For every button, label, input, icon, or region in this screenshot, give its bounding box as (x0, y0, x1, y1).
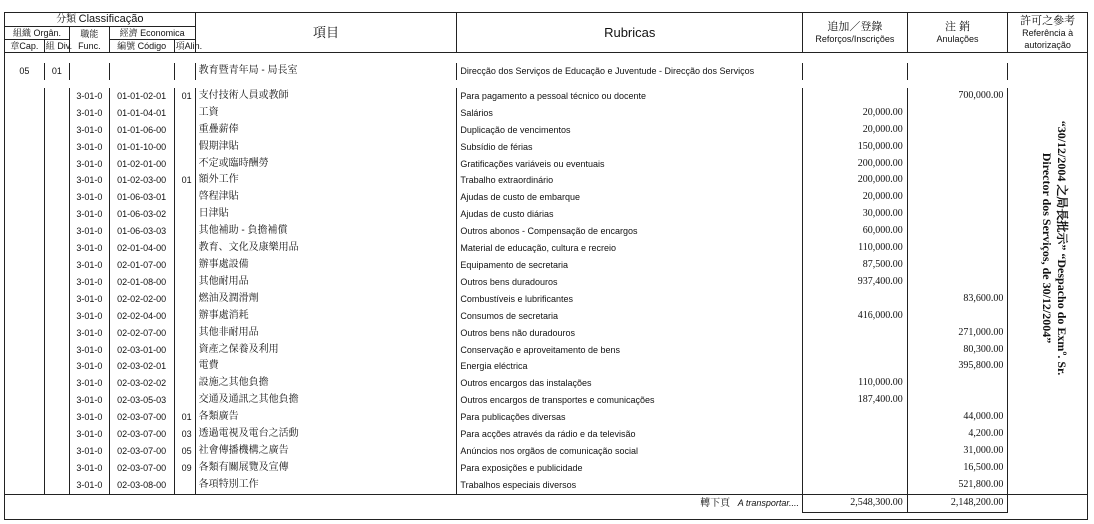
rubrica-cn-cell: 工資 (195, 105, 457, 122)
rubrica-cn-header: 項目 (195, 13, 457, 53)
rubrica-cn-cell: 教育、文化及康樂用品 (195, 240, 457, 257)
table-row (5, 257, 1088, 274)
reforcos-cell: 30,000.00 (803, 206, 908, 223)
rubrica-pt-cell: Conservação e aproveitamento de bens (457, 342, 803, 359)
alin-cell (174, 257, 195, 274)
rubrica-pt-cell: Equipamento de secretaria (457, 257, 803, 274)
alin-cell (174, 375, 195, 392)
table-row (5, 189, 1088, 206)
func-cell: 3-01-0 (69, 172, 109, 189)
code-cell: 01-06-03-02 (109, 206, 174, 223)
section-cap: 05 (5, 63, 45, 80)
func-cell: 3-01-0 (69, 342, 109, 359)
reforcos-cell: 60,000.00 (803, 223, 908, 240)
func-cell: 3-01-0 (69, 375, 109, 392)
referencia-cell (1008, 460, 1088, 477)
code-cell: 02-01-08-00 (109, 274, 174, 291)
code-cell: 01-06-03-03 (109, 223, 174, 240)
alin-cell (174, 156, 195, 173)
cap-cell (5, 358, 45, 375)
div-cell (44, 460, 69, 477)
alin-cell (174, 189, 195, 206)
div-cell (44, 122, 69, 139)
alin-cell (174, 477, 195, 494)
anulacoes-cell: 521,800.00 (907, 477, 1008, 494)
table-row (5, 206, 1088, 223)
alin-cell (174, 392, 195, 409)
table-row (5, 291, 1088, 308)
rubrica-cn-cell: 其他非耐用品 (195, 325, 457, 342)
table-row (5, 443, 1088, 460)
rubrica-pt-cell: Para pagamento a pessoal técnico ou docente (457, 88, 803, 105)
div-cell (44, 156, 69, 173)
anulacoes-cell: 80,300.00 (907, 342, 1008, 359)
table-row (5, 460, 1088, 477)
rubrica-pt-cell: Salários (457, 105, 803, 122)
table-row (5, 477, 1088, 494)
cap-cell (5, 477, 45, 494)
reforcos-cell: 110,000.00 (803, 240, 908, 257)
reforcos-cell: 20,000.00 (803, 189, 908, 206)
div-cell (44, 291, 69, 308)
func-cell: 3-01-0 (69, 240, 109, 257)
func-cell: 3-01-0 (69, 274, 109, 291)
reforcos-cell (803, 460, 908, 477)
div-cell (44, 223, 69, 240)
table-row (5, 426, 1088, 443)
anulacoes-cell (907, 375, 1008, 392)
rubrica-pt-cell: Outros abonos - Compensação de encargos (457, 223, 803, 240)
reforcos-cell: 200,000.00 (803, 156, 908, 173)
anulacoes-cell (907, 122, 1008, 139)
anulacoes-cell: 44,000.00 (907, 409, 1008, 426)
anulacoes-header (907, 13, 1008, 53)
reforcos-cn: 追加／登錄 (827, 20, 883, 33)
authorization-box (1022, 98, 1086, 398)
alin-cell (174, 240, 195, 257)
code-cell: 02-03-07-00 (109, 409, 174, 426)
referencia-cn: 許可之參考 (1020, 14, 1076, 27)
rubrica-pt-cell: Outros bens duradouros (457, 274, 803, 291)
referencia-cell (1008, 443, 1088, 460)
rubrica-cn-cell: 辦事處設備 (195, 257, 457, 274)
rubrica-pt-cell: Trabalho extraordinário (457, 172, 803, 189)
alin-cell (174, 274, 195, 291)
totals-anulacoes: 2,148,200.00 (907, 494, 1008, 512)
code-cell: 01-01-02-01 (109, 88, 174, 105)
alin-cell (174, 308, 195, 325)
section-rubrica-cn: 教育暨青年局 - 局長室 (195, 63, 457, 80)
reforcos-cell (803, 443, 908, 460)
code-cell: 01-01-06-00 (109, 122, 174, 139)
totals-label (457, 494, 803, 512)
anulacoes-cell (907, 139, 1008, 156)
code-cell: 02-03-05-03 (109, 392, 174, 409)
anulacoes-cell: 271,000.00 (907, 325, 1008, 342)
func-cell: 3-01-0 (69, 477, 109, 494)
cap-cell (5, 274, 45, 291)
code-cell: 01-01-04-01 (109, 105, 174, 122)
func-cell: 3-01-0 (69, 325, 109, 342)
rubrica-pt-cell: Subsídio de férias (457, 139, 803, 156)
cap-cell (5, 223, 45, 240)
alin-cell: 05 (174, 443, 195, 460)
rubrica-cn-cell: 其他補助 - 負擔補償 (195, 223, 457, 240)
div-cell (44, 240, 69, 257)
cap-cell (5, 257, 45, 274)
code-cell: 01-01-10-00 (109, 139, 174, 156)
rubrica-cn-cell: 啓程津貼 (195, 189, 457, 206)
div-cell (44, 189, 69, 206)
anulacoes-cell: 31,000.00 (907, 443, 1008, 460)
alin-cell (174, 358, 195, 375)
rubrica-cn-cell: 重疊薪俸 (195, 122, 457, 139)
rubrica-pt-cell: Gratificações variáveis ou eventuais (457, 156, 803, 173)
cap-cell (5, 240, 45, 257)
alin-cell (174, 206, 195, 223)
rubrica-pt-cell: Para publicações diversas (457, 409, 803, 426)
rubrica-cn-cell: 交通及通訊之其他負擔 (195, 392, 457, 409)
anulacoes-cell (907, 206, 1008, 223)
func-cell: 3-01-0 (69, 189, 109, 206)
anulacoes-cell (907, 189, 1008, 206)
table-body (5, 53, 1088, 495)
func-cell: 3-01-0 (69, 291, 109, 308)
rubrica-cn-cell: 其他耐用品 (195, 274, 457, 291)
rubrica-pt-cell: Combustíveis e lubrificantes (457, 291, 803, 308)
rubrica-pt-cell: Energia eléctrica (457, 358, 803, 375)
table-row (5, 156, 1088, 173)
rubrica-cn-cell: 透過電視及電台之活動 (195, 426, 457, 443)
rubrica-pt-cell: Anúncios nos orgãos de comunicação social (457, 443, 803, 460)
rubrica-cn-cell: 燃油及潤滑劑 (195, 291, 457, 308)
table-row (5, 308, 1088, 325)
reforcos-cell: 200,000.00 (803, 172, 908, 189)
cap-cell (5, 291, 45, 308)
anulacoes-cell (907, 392, 1008, 409)
table-row (5, 358, 1088, 375)
anulacoes-cell: 700,000.00 (907, 88, 1008, 105)
reforcos-pt: Reforços/Inscrições (815, 33, 895, 44)
alin-header: 項Alin. (175, 41, 203, 51)
totals-label-pt: A transportar.... (737, 497, 800, 508)
code-cell: 02-01-07-00 (109, 257, 174, 274)
code-cell: 02-03-02-02 (109, 375, 174, 392)
rubrica-pt-cell: Outros encargos de transportes e comunicações (457, 392, 803, 409)
authorization-text: “30/12/2004 之局長批示” “Despacho do Exmº. Sr. Director dos Serviços, de 30/12/2004” (1040, 120, 1069, 376)
alin-cell (174, 122, 195, 139)
func-cell: 3-01-0 (69, 122, 109, 139)
alin-cell: 09 (174, 460, 195, 477)
table-row (5, 139, 1088, 156)
rubrica-pt-cell: Duplicação de vencimentos (457, 122, 803, 139)
rubrica-cn-cell: 各項特別工作 (195, 477, 457, 494)
div-cell (44, 392, 69, 409)
code-cell: 01-02-03-00 (109, 172, 174, 189)
func-cell: 3-01-0 (69, 88, 109, 105)
cap-cell (5, 206, 45, 223)
totals-row (5, 494, 1088, 512)
reforcos-cell (803, 358, 908, 375)
budget-table (4, 12, 1088, 520)
cap-cell (5, 443, 45, 460)
func-cell: 3-01-0 (69, 223, 109, 240)
codigo-header: 編號 Código (109, 40, 174, 53)
table-row (5, 342, 1088, 359)
rubrica-cn-cell: 辦事處消耗 (195, 308, 457, 325)
anulacoes-cell (907, 223, 1008, 240)
cap-cell (5, 375, 45, 392)
rubrica-cn-cell: 設施之其他負擔 (195, 375, 457, 392)
funcional-cn: 職能 (80, 28, 99, 39)
rubrica-cn-cell: 資產之保養及利用 (195, 342, 457, 359)
totals-reforcos: 2,548,300.00 (803, 494, 908, 512)
rubrica-cn-cell: 各類廣告 (195, 409, 457, 426)
reforcos-cell: 187,400.00 (803, 392, 908, 409)
table-row (5, 325, 1088, 342)
cap-cell (5, 156, 45, 173)
div-cell (44, 308, 69, 325)
cap-cell (5, 342, 45, 359)
anulacoes-cell (907, 105, 1008, 122)
code-cell: 02-01-04-00 (109, 240, 174, 257)
rubrica-cn-cell: 電費 (195, 358, 457, 375)
anulacoes-cell: 83,600.00 (907, 291, 1008, 308)
div-cell (44, 206, 69, 223)
alin-cell (174, 291, 195, 308)
code-cell: 01-02-01-00 (109, 156, 174, 173)
anulacoes-cell (907, 240, 1008, 257)
anulacoes-cell (907, 172, 1008, 189)
div-cell (44, 477, 69, 494)
cap-cell (5, 172, 45, 189)
anulacoes-cn: 注 銷 (945, 20, 971, 33)
reforcos-cell (803, 409, 908, 426)
anulacoes-cell: 16,500.00 (907, 460, 1008, 477)
rubrica-cn-cell: 額外工作 (195, 172, 457, 189)
func-cell: 3-01-0 (69, 443, 109, 460)
div-cell (44, 88, 69, 105)
referencia-cell (1008, 426, 1088, 443)
rubrica-cn-cell: 各類有關展覽及宣傳 (195, 460, 457, 477)
table-row (5, 172, 1088, 189)
cap-cell (5, 308, 45, 325)
table-row (5, 392, 1088, 409)
alin-cell (174, 105, 195, 122)
code-cell: 02-03-02-01 (109, 358, 174, 375)
reforcos-header (803, 13, 908, 53)
rubrica-pt-cell: Trabalhos especiais diversos (457, 477, 803, 494)
func-cell: 3-01-0 (69, 156, 109, 173)
alin-cell: 01 (174, 409, 195, 426)
anulacoes-cell (907, 156, 1008, 173)
alin-cell: 01 (174, 88, 195, 105)
anulacoes-cell (907, 274, 1008, 291)
cap-cell (5, 139, 45, 156)
div-cell (44, 409, 69, 426)
reforcos-cell (803, 477, 908, 494)
code-cell: 02-03-01-00 (109, 342, 174, 359)
reforcos-cell: 110,000.00 (803, 375, 908, 392)
reforcos-cell: 20,000.00 (803, 122, 908, 139)
reforcos-cell (803, 291, 908, 308)
cap-cell (5, 105, 45, 122)
rubrica-pt-cell: Consumos de secretaria (457, 308, 803, 325)
alin-cell (174, 223, 195, 240)
cap-cell (5, 460, 45, 477)
reforcos-cell (803, 426, 908, 443)
reforcos-cell (803, 342, 908, 359)
div-cell (44, 105, 69, 122)
section-div: 01 (44, 63, 69, 80)
code-cell: 02-03-07-00 (109, 426, 174, 443)
code-cell: 02-02-04-00 (109, 308, 174, 325)
table-row (5, 88, 1088, 105)
func-cell: 3-01-0 (69, 308, 109, 325)
rubrica-pt-cell: Para exposições e publicidade (457, 460, 803, 477)
table-row (5, 105, 1088, 122)
economica-header: 經濟 Economica (109, 27, 195, 40)
reforcos-cell: 150,000.00 (803, 139, 908, 156)
div-cell (44, 257, 69, 274)
div-cell (44, 426, 69, 443)
table-row (5, 409, 1088, 426)
reforcos-cell (803, 325, 908, 342)
classification-cn: 分類 (56, 14, 77, 25)
rubrica-pt-header: Rubricas (457, 13, 803, 53)
section-rubrica-pt: Direcção dos Serviços de Educação e Juventude - Direcção dos Serviços (457, 63, 803, 80)
alin-cell (174, 342, 195, 359)
referencia-cell (1008, 477, 1088, 494)
func-cell: 3-01-0 (69, 460, 109, 477)
table-row (5, 223, 1088, 240)
reforcos-cell (803, 88, 908, 105)
rubrica-pt-cell: Ajudas de custo de embarque (457, 189, 803, 206)
referencia-header (1008, 13, 1088, 53)
anulacoes-pt: Anulações (936, 33, 979, 44)
cap-cell (5, 325, 45, 342)
func-cell: 3-01-0 (69, 257, 109, 274)
table-row (5, 240, 1088, 257)
organica-header: 組織 Orgân. (5, 27, 70, 40)
rubrica-cn-cell: 假期津貼 (195, 139, 457, 156)
funcional-header (69, 27, 109, 53)
func-cell: 3-01-0 (69, 409, 109, 426)
div-cell (44, 274, 69, 291)
alin-cell: 03 (174, 426, 195, 443)
classification-pt: Classificação (78, 13, 144, 25)
div-cell (44, 139, 69, 156)
div-cell (44, 443, 69, 460)
div-cell (44, 358, 69, 375)
cap-header: 章Cap. (5, 40, 45, 53)
code-cell: 02-02-07-00 (109, 325, 174, 342)
reforcos-cell: 87,500.00 (803, 257, 908, 274)
alin-cell (174, 325, 195, 342)
anulacoes-cell: 4,200.00 (907, 426, 1008, 443)
reforcos-cell: 20,000.00 (803, 105, 908, 122)
cap-cell (5, 409, 45, 426)
totals-label-cn: 轉下頁 (700, 497, 731, 509)
cap-cell (5, 88, 45, 105)
rubrica-cn-cell: 支付技術人員或教師 (195, 88, 457, 105)
table-row (5, 122, 1088, 139)
table-row (5, 375, 1088, 392)
func-cell: 3-01-0 (69, 392, 109, 409)
reforcos-cell: 416,000.00 (803, 308, 908, 325)
func-cell: 3-01-0 (69, 105, 109, 122)
referencia-cell (1008, 409, 1088, 426)
rubrica-cn-cell: 日津貼 (195, 206, 457, 223)
func-cell: 3-01-0 (69, 426, 109, 443)
div-cell (44, 325, 69, 342)
func-cell: 3-01-0 (69, 206, 109, 223)
budget-table-sheet (4, 12, 1088, 516)
code-cell: 02-03-07-00 (109, 443, 174, 460)
code-cell: 02-03-08-00 (109, 477, 174, 494)
funcional-pt: Func. (78, 40, 101, 51)
div-cell (44, 375, 69, 392)
anulacoes-cell (907, 308, 1008, 325)
div-header: 組 Div. (45, 41, 73, 51)
cap-cell (5, 189, 45, 206)
div-cell (44, 342, 69, 359)
rubrica-cn-cell: 不定或臨時酬勞 (195, 156, 457, 173)
rubrica-pt-cell: Ajudas de custo diárias (457, 206, 803, 223)
cap-cell (5, 122, 45, 139)
rubrica-pt-cell: Outros bens não duradouros (457, 325, 803, 342)
reforcos-cell: 937,400.00 (803, 274, 908, 291)
cap-cell (5, 392, 45, 409)
anulacoes-cell: 395,800.00 (907, 358, 1008, 375)
rubrica-cn-cell: 社會傳播機構之廣告 (195, 443, 457, 460)
rubrica-pt-cell: Outros encargos das instalações (457, 375, 803, 392)
alin-cell: 01 (174, 172, 195, 189)
func-cell: 3-01-0 (69, 139, 109, 156)
section-row (5, 63, 1088, 80)
rubrica-pt-cell: Material de educação, cultura e recreio (457, 240, 803, 257)
div-cell (44, 172, 69, 189)
code-cell: 01-06-03-01 (109, 189, 174, 206)
anulacoes-cell (907, 257, 1008, 274)
code-cell: 02-03-07-00 (109, 460, 174, 477)
referencia-pt: Referência à autorização (1022, 27, 1074, 50)
classification-header (5, 13, 196, 27)
func-cell: 3-01-0 (69, 358, 109, 375)
code-cell: 02-02-02-00 (109, 291, 174, 308)
rubrica-pt-cell: Para acções através da rádio e da televisão (457, 426, 803, 443)
cap-cell (5, 426, 45, 443)
table-row (5, 274, 1088, 291)
alin-cell (174, 139, 195, 156)
